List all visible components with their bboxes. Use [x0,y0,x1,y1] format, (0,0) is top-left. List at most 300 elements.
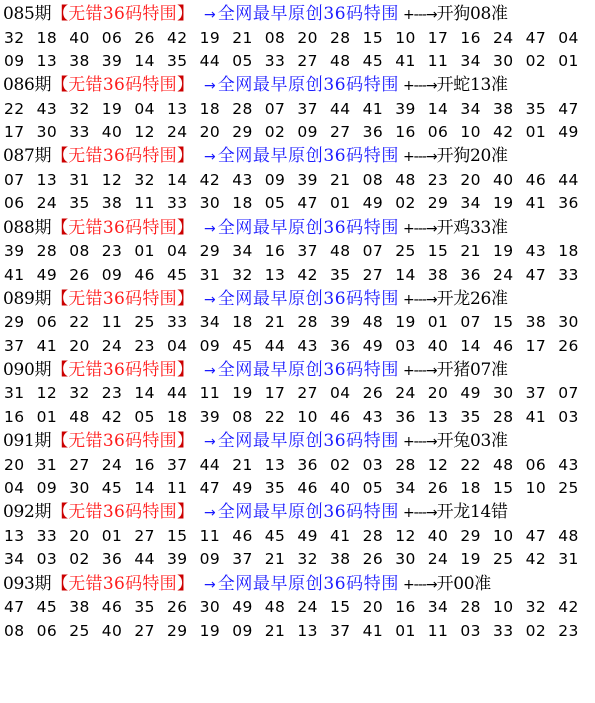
number-cell: 04 [167,336,188,355]
red-title: 无错36码特围 [68,431,177,452]
number-row [4,98,595,122]
number-cell: 37 [297,242,318,261]
number-cell: 03 [36,550,58,569]
number-cell: 35 [69,194,90,213]
number-cell: 01 [330,194,351,213]
number-cell: 02 [395,194,416,213]
number-cell: 10 [460,123,481,142]
number-cell: 49 [460,384,481,403]
right-bracket: 】 [176,4,194,24]
number-cell: 46 [232,526,253,545]
period-label: 092期 [3,502,52,523]
number-row [4,27,595,51]
number-cell: 30 [199,598,221,616]
number-cell: 32 [134,170,155,189]
number-cell: 26 [427,479,449,498]
number-cell: 29 [427,194,449,213]
number-cell: 05 [264,194,286,213]
number-cell: 43 [525,242,547,261]
blue-source: 全网最早原创36码特围 [217,217,399,238]
number-row [4,382,595,406]
number-cell: 33 [69,123,90,142]
number-cell: 45 [264,526,286,545]
result-label: 开狗20准 [436,146,508,167]
number-row [4,192,595,216]
plus-arrow-icon: +---→ [402,220,437,237]
plus-arrow-icon: +---→ [402,291,437,308]
number-cell: 33 [167,194,188,213]
plus-arrow-icon: +---→ [402,362,437,379]
number-cell: 05 [232,52,253,70]
number-cell: 19 [199,28,221,47]
number-cell: 15 [427,242,449,261]
plus-arrow-icon: +---→ [402,434,437,451]
number-cell: 35 [134,598,155,616]
number-cell: 43 [558,455,579,474]
number-cell: 44 [167,384,188,403]
number-cell: 02 [330,455,351,474]
number-cell: 01 [134,242,155,261]
number-cell: 10 [493,526,514,545]
number-cell: 25 [493,550,514,569]
issue-header [3,573,595,597]
red-title: 无错36码特围 [68,217,177,238]
blue-source: 全网最早原创36码特围 [217,502,399,523]
number-cell: 31 [199,265,221,284]
number-cell: 01 [558,52,579,70]
number-cell: 32 [69,99,90,118]
number-cell: 45 [101,479,123,498]
number-cell: 09 [264,170,286,189]
number-cell: 36 [460,265,481,284]
number-cell: 43 [36,99,58,118]
number-cell: 36 [362,123,384,142]
number-cell: 26 [558,336,579,355]
arrow-icon: → [203,362,216,379]
left-bracket: 【 [51,217,69,238]
period-label: 086期 [3,75,52,96]
number-cell: 42 [558,598,579,616]
period-label: 091期 [3,431,52,452]
arrow-icon: → [203,149,216,166]
number-cell: 07 [460,313,481,332]
number-cell: 32 [232,265,253,284]
number-cell: 07 [264,99,286,118]
result-label: 开蛇13准 [436,75,508,96]
number-cell: 24 [167,123,188,142]
number-cell: 09 [36,479,58,498]
number-cell: 14 [134,384,155,403]
number-cell: 36 [297,455,318,474]
number-cell: 45 [232,336,253,355]
number-cell: 35 [330,265,351,284]
number-cell: 12 [134,123,155,142]
issue-block [0,501,595,572]
prediction-sheet [0,3,595,644]
number-cell: 21 [460,242,481,261]
number-cell: 45 [36,598,58,616]
number-cell: 31 [558,550,579,569]
number-cell: 19 [395,313,416,332]
number-cell: 48 [69,407,90,426]
number-cell: 39 [4,242,25,261]
number-row [4,121,595,145]
plus-arrow-icon: +---→ [402,149,437,166]
number-cell: 31 [36,455,58,474]
number-cell: 35 [167,52,188,70]
number-cell: 22 [4,99,25,118]
number-cell: 10 [395,28,416,47]
plus-arrow-icon: +---→ [402,576,437,593]
number-cell: 19 [101,99,123,118]
number-cell: 25 [395,242,416,261]
result-label: 开00准 [436,573,492,594]
issue-header [3,359,595,383]
number-cell: 38 [69,52,90,70]
issue-header [3,501,595,525]
blue-source: 全网最早原创36码特围 [217,288,399,309]
number-cell: 44 [264,336,286,355]
number-row [4,406,595,430]
number-cell: 29 [4,313,25,332]
number-cell: 13 [167,99,188,118]
number-cell: 27 [330,123,351,142]
number-cell: 21 [232,455,253,474]
number-cell: 08 [362,170,384,189]
red-title: 无错36码特围 [68,502,177,523]
number-cell: 30 [199,194,221,213]
period-label: 087期 [3,146,52,167]
arrow-icon: → [203,291,216,308]
number-cell: 11 [199,526,221,545]
number-cell: 08 [69,242,90,261]
number-cell: 24 [493,28,514,47]
number-cell: 41 [395,52,416,70]
number-cell: 17 [4,123,25,142]
number-cell: 27 [297,52,318,70]
number-cell: 10 [525,479,547,498]
number-cell: 47 [525,526,547,545]
number-cell: 08 [232,407,253,426]
number-cell: 08 [264,28,286,47]
number-cell: 30 [493,52,514,70]
number-cell: 33 [558,265,579,284]
number-cell: 40 [493,170,514,189]
number-cell: 21 [264,550,286,569]
arrow-icon: → [203,7,216,23]
number-cell: 46 [101,598,123,616]
period-label: 088期 [3,217,52,238]
period-label: 089期 [3,288,52,309]
number-cell: 23 [558,621,579,640]
number-cell: 48 [330,52,351,70]
number-cell: 05 [134,407,155,426]
number-cell: 13 [36,52,58,70]
number-cell: 49 [297,526,318,545]
number-cell: 47 [525,28,547,47]
number-cell: 44 [558,170,579,189]
number-cell: 01 [395,621,416,640]
number-cell: 47 [199,479,221,498]
number-cell: 26 [134,28,155,47]
number-cell: 48 [264,598,286,616]
blue-source: 全网最早原创36码特围 [217,146,399,167]
red-title: 无错36码特围 [68,146,177,167]
number-cell: 22 [264,407,286,426]
number-cell: 04 [4,479,25,498]
number-cell: 38 [525,313,547,332]
number-cell: 16 [134,455,155,474]
number-cell: 42 [167,28,188,47]
number-cell: 38 [427,265,449,284]
number-cell: 05 [362,479,384,498]
number-cell: 06 [525,455,547,474]
number-cell: 12 [427,455,449,474]
number-cell: 14 [167,170,188,189]
number-cell: 46 [493,336,514,355]
number-cell: 14 [427,99,449,118]
number-cell: 25 [558,479,579,498]
number-cell: 21 [330,170,351,189]
number-cell: 30 [395,550,416,569]
number-cell: 37 [232,550,253,569]
number-cell: 14 [134,52,155,70]
number-cell: 01 [427,313,449,332]
number-cell: 38 [69,598,90,616]
number-cell: 30 [558,313,579,332]
number-cell: 33 [493,621,514,640]
number-cell: 24 [297,598,318,616]
number-cell: 21 [264,621,286,640]
number-cell: 32 [69,384,90,403]
number-cell: 20 [427,384,449,403]
number-cell: 40 [101,123,123,142]
left-bracket: 【 [51,4,69,24]
number-cell: 49 [362,336,384,355]
number-cell: 40 [330,479,351,498]
right-bracket: 】 [176,502,194,523]
number-cell: 24 [427,550,449,569]
number-cell: 10 [297,407,318,426]
number-cell: 03 [558,407,579,426]
number-cell: 40 [427,336,449,355]
blue-source: 全网最早原创36码特围 [217,431,399,452]
plus-arrow-icon: +---→ [402,78,437,95]
number-cell: 40 [427,526,449,545]
issue-block [0,74,595,145]
issue-block [0,145,595,216]
number-cell: 27 [134,621,155,640]
issue-block [0,359,595,430]
number-cell: 28 [36,242,58,261]
number-cell: 36 [558,194,579,213]
number-cell: 09 [199,336,221,355]
number-cell: 16 [264,242,286,261]
number-cell: 34 [460,52,481,70]
number-cell: 13 [4,526,25,545]
number-cell: 16 [460,28,481,47]
number-cell: 16 [395,123,416,142]
number-cell: 48 [493,455,514,474]
number-cell: 14 [134,479,155,498]
number-cell: 46 [330,407,351,426]
number-cell: 20 [69,336,90,355]
number-cell: 21 [264,313,286,332]
blue-source: 全网最早原创36码特围 [217,573,399,594]
number-cell: 44 [330,99,351,118]
number-cell: 01 [101,526,123,545]
left-bracket: 【 [51,75,69,96]
number-cell: 09 [101,265,123,284]
number-cell: 28 [460,598,481,616]
number-cell: 18 [36,28,58,47]
number-cell: 04 [167,242,188,261]
number-cell: 02 [264,123,286,142]
number-cell: 26 [362,550,384,569]
number-cell: 46 [297,479,318,498]
number-cell: 15 [493,479,514,498]
number-cell: 30 [493,384,514,403]
right-bracket: 】 [176,146,194,167]
number-cell: 03 [395,336,416,355]
number-cell: 18 [558,242,579,261]
number-cell: 47 [525,265,547,284]
number-cell: 28 [362,526,384,545]
number-cell: 47 [558,99,579,118]
number-cell: 19 [232,384,253,403]
number-cell: 06 [4,194,25,213]
number-cell: 09 [297,123,318,142]
right-bracket: 】 [176,288,194,309]
number-row [4,525,595,549]
arrow-icon: → [203,505,216,522]
number-cell: 37 [330,621,351,640]
number-cell: 35 [460,407,481,426]
number-cell: 15 [330,598,351,616]
number-cell: 27 [297,384,318,403]
number-cell: 27 [69,455,90,474]
number-cell: 29 [199,242,221,261]
number-cell: 28 [297,313,318,332]
number-cell: 13 [297,621,318,640]
number-cell: 14 [395,265,416,284]
number-cell: 11 [134,194,155,213]
blue-source: 全网最早原创36码特围 [217,4,399,24]
number-cell: 17 [525,336,547,355]
number-cell: 11 [427,52,449,70]
number-cell: 27 [134,526,155,545]
number-cell: 41 [362,99,384,118]
number-cell: 39 [167,550,188,569]
number-cell: 46 [525,170,547,189]
number-cell: 28 [395,455,416,474]
number-cell: 11 [199,384,221,403]
number-cell: 42 [199,170,221,189]
number-cell: 06 [36,621,58,640]
number-cell: 39 [330,313,351,332]
number-cell: 12 [395,526,416,545]
number-cell: 25 [134,313,155,332]
left-bracket: 【 [51,431,69,452]
number-cell: 34 [427,598,449,616]
number-cell: 44 [199,52,221,70]
blue-source: 全网最早原创36码特围 [217,359,399,380]
number-cell: 34 [4,550,25,569]
number-cell: 29 [167,621,188,640]
number-cell: 03 [362,455,384,474]
number-cell: 42 [525,550,547,569]
number-cell: 21 [232,28,253,47]
number-cell: 47 [297,194,318,213]
number-cell: 36 [101,550,123,569]
issue-header [3,217,595,241]
number-cell: 34 [232,242,253,261]
number-row [4,620,595,644]
number-cell: 19 [493,194,514,213]
number-cell: 18 [232,194,253,213]
issue-header [3,430,595,454]
number-cell: 38 [493,99,514,118]
number-cell: 03 [460,621,481,640]
number-cell: 49 [232,598,253,616]
number-row [4,264,595,288]
number-cell: 29 [460,526,481,545]
right-bracket: 】 [176,573,194,594]
number-cell: 29 [232,123,253,142]
number-cell: 33 [264,52,286,70]
number-cell: 10 [493,598,514,616]
number-cell: 48 [330,242,351,261]
number-cell: 18 [167,407,188,426]
number-cell: 09 [232,621,253,640]
left-bracket: 【 [51,359,69,380]
number-cell: 39 [395,99,416,118]
number-cell: 04 [558,28,579,47]
number-row [4,548,595,572]
number-row [4,335,595,359]
number-cell: 32 [4,28,25,47]
number-cell: 07 [362,242,384,261]
number-cell: 45 [167,265,188,284]
period-label: 090期 [3,359,52,380]
number-cell: 33 [36,526,58,545]
number-cell: 09 [199,550,221,569]
number-cell: 23 [427,170,449,189]
number-cell: 20 [199,123,221,142]
arrow-icon: → [203,576,216,593]
number-cell: 28 [330,28,351,47]
number-cell: 42 [101,407,123,426]
number-cell: 06 [101,28,123,47]
number-cell: 35 [264,479,286,498]
number-cell: 38 [330,550,351,569]
left-bracket: 【 [51,502,69,523]
number-cell: 34 [395,479,416,498]
number-cell: 19 [493,242,514,261]
number-cell: 39 [199,407,221,426]
arrow-icon: → [203,434,216,451]
number-cell: 48 [362,313,384,332]
number-cell: 37 [525,384,547,403]
red-title: 无错36码特围 [68,288,177,309]
number-cell: 16 [395,598,416,616]
number-cell: 24 [101,336,123,355]
number-cell: 46 [134,265,155,284]
number-row [4,311,595,335]
number-cell: 41 [525,407,547,426]
number-cell: 41 [525,194,547,213]
number-cell: 32 [297,550,318,569]
